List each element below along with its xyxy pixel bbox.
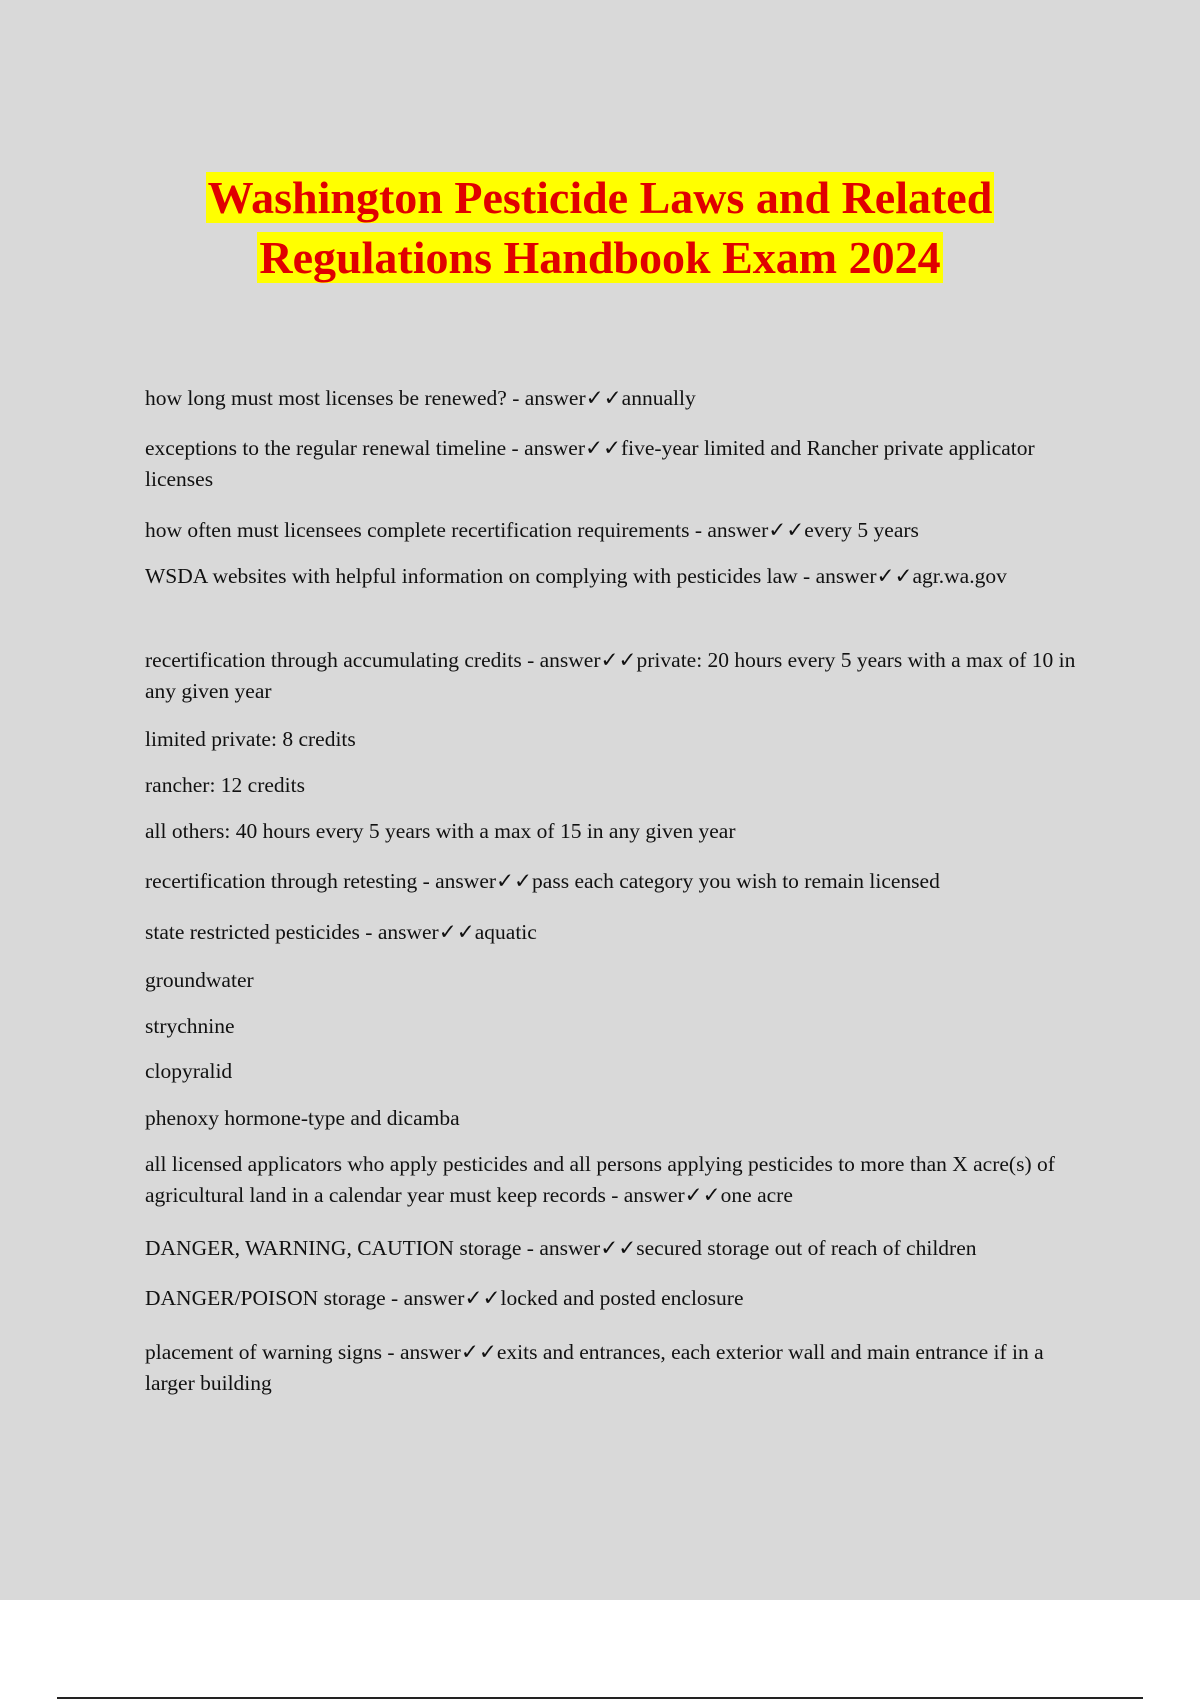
flashcard-item: WSDA websites with helpful information on complying with pesticides law - answer✓✓agr.wa.gov — [145, 564, 1007, 588]
flashcard-item: recertification through retesting - answer✓✓pass each category you wish to remain licensed — [145, 869, 940, 893]
footer-divider — [57, 1697, 1143, 1699]
flashcard-item: DANGER, WARNING, CAUTION storage - answer✓✓secured storage out of reach of children — [145, 1236, 977, 1260]
flashcard-item: exceptions to the regular renewal timeline - answer✓✓five-year limited and Rancher private applicator licenses — [145, 436, 1035, 491]
flashcard-item: rancher: 12 credits — [145, 773, 305, 797]
flashcard-item: phenoxy hormone-type and dicamba — [145, 1106, 460, 1130]
flashcard-item: recertification through accumulating credits - answer✓✓private: 20 hours every 5 years with a max of 10 in any given year — [145, 648, 1076, 703]
flashcard-item: strychnine — [145, 1014, 235, 1038]
flashcard-item: all others: 40 hours every 5 years with a max of 15 in any given year — [145, 819, 736, 843]
title-line-1: Washington Pesticide Laws and Related — [207, 172, 993, 223]
flashcard-item: state restricted pesticides - answer✓✓aquatic — [145, 920, 537, 944]
flashcard-item: how long must most licenses be renewed? - answer✓✓annually — [145, 386, 696, 410]
flashcard-item: how often must licensees complete recertification requirements - answer✓✓every 5 years — [145, 518, 919, 542]
flashcard-item: limited private: 8 credits — [145, 727, 356, 751]
flashcard-item: all licensed applicators who apply pesticides and all persons applying pesticides to more than X acre(s) of agricultural land in a calendar year must keep records - answer✓✓one acre — [145, 1152, 1055, 1207]
title-line-2: Regulations Handbook Exam 2024 — [259, 232, 941, 283]
document-title — [0, 168, 1200, 288]
flashcard-item: groundwater — [145, 968, 254, 992]
flashcard-item: DANGER/POISON storage - answer✓✓locked and posted enclosure — [145, 1286, 744, 1310]
flashcard-item: clopyralid — [145, 1059, 233, 1083]
flashcard-item: placement of warning signs - answer✓✓exits and entrances, each exterior wall and main entrance if in a larger building — [145, 1340, 1044, 1395]
